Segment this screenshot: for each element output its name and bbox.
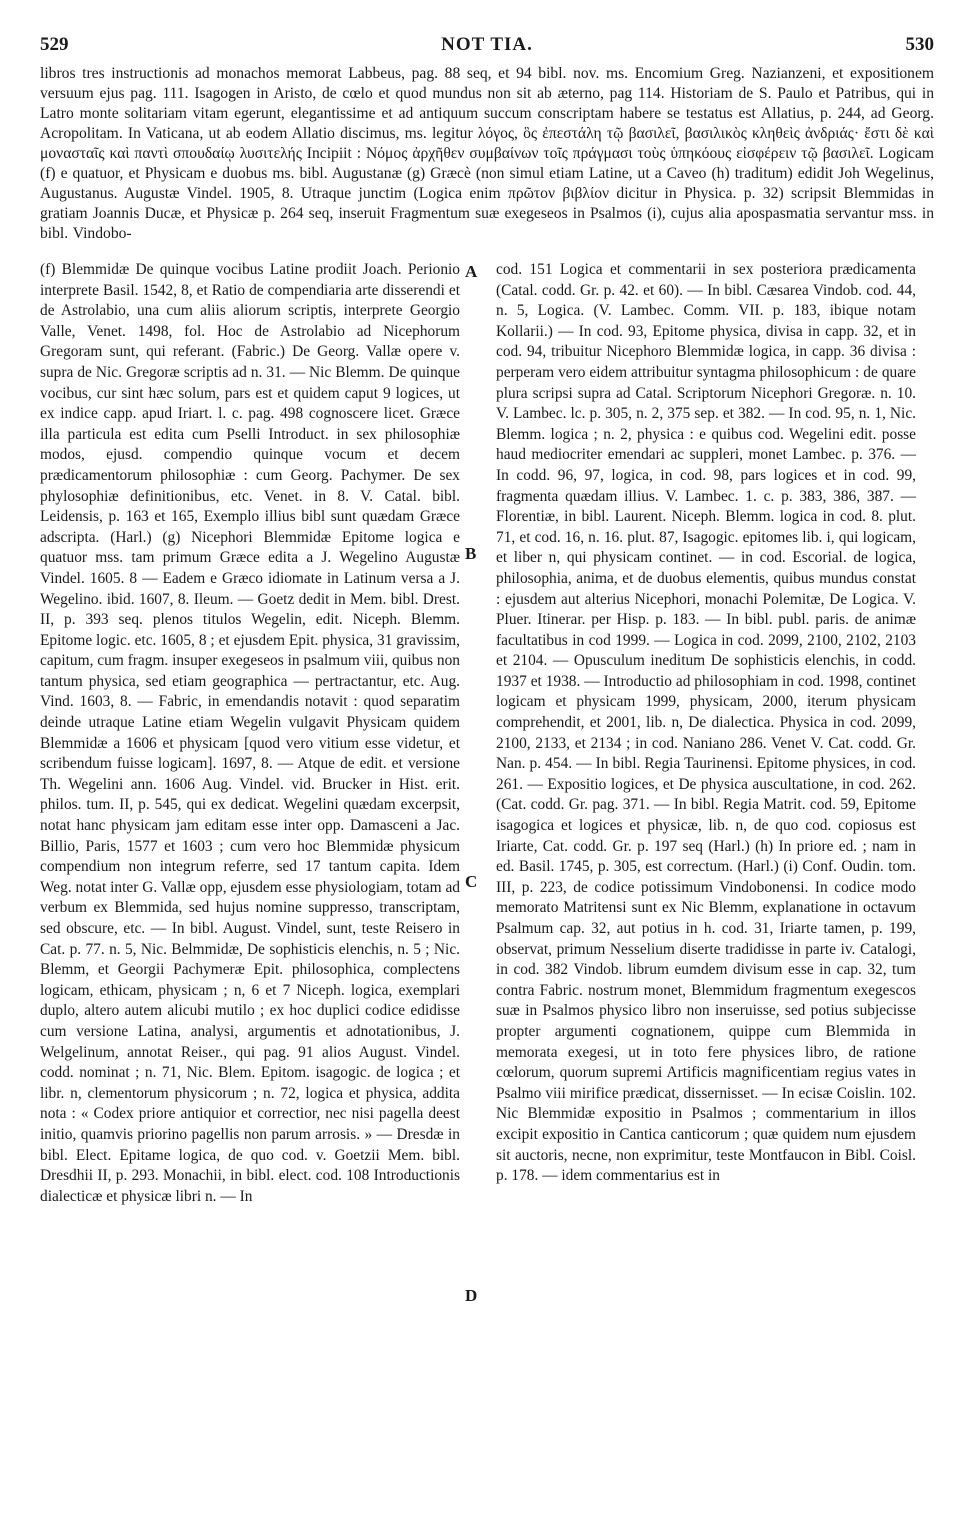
right-column-text: cod. 151 Logica et commentarii in sex posteriora prædicamenta (Catal. codd. Gr. p. 42. et 60). — In bibl. Cæsarea Vindob. cod. 44, n. 5, Logica. (V. Lambec. Comm. VII. p. 183, ibique notam Kollarii.) — In cod. 93, Epitome physica, divisa in capp. 32, et in cod. 94, tribuitur Nicephoro Blemmidæ logica, in capp. 36 divisa : perperam vero eidem attribuitur syntagma philosophicum : de quare plura scripsi supra ad Catal. Scriptorum Nicephori Gregoræ. n. 10. V. Lambec. lc. p. 305, n. 2, 375 sep. et 382. — In cod. 95, n. 1, Nic. Blemm. logica ; n. 2, physica : e quibus cod. Wegelini edit. posse haud mediocriter emendari ac suppleri, monet Lambec. p. 376. — In codd. 96, 97, logica, in cod. 98, pars logices et in cod. 99, fragmenta quædam illius. V. Lambec. 1. c. p. 383, 386, 387. — Florentiæ, in bibl. Laurent. Niceph. Blemm. logica in cod. 8. plut. 71, et cod. 16, n. 16. plut. 87, Isagogic. epitomes lib. i, qui logicam, et liber n, qui physicam continet. — in cod. Escorial. de logica, philosophia, anima, et de duobus elementis, quibus mundus constat : ejusdem aut alterius Nicephori, monachi Polemitæ, De Logica. V. Pluer. Itinerar. per Hisp. p. 183. — In bibl. publ. paris. de animæ facultatibus in cod 1999. — Logica in cod. 2099, 2100, 2102, 2103 et 2104. — Opusculum ineditum De sophisticis elenchis, in codd. 1937 et 1938. — Introductio ad philosophiam in cod. 1998, continet logicam et physicam 1999, physicam, 2000, iterum physicam comprehendit, et 2001, lib. n, De dialectica. Physica in cod. 2099, 2100, 2133, et 2134 ; in cod. Naniano 286. Venet V. Cat. codd. Gr. Nan. p. 454. — In bibl. Regia Taurinensi. Epitome physices, in cod. 261. — Expositio logices, et De physica auscultatione, in cod. 262. (Cat. codd. Gr. pag. 371. — In bibl. Regia Matrit. cod. 59, Epitome isagogica et logices et physicæ, lib. n, de quo cod. copiosus est Iriarte, Cat. codd. Gr. p. 197 seq (Harl.) (h) In priore ed. ; nam in ed. Basil. 1745, p. 305, est correctum. (Harl.) (i) Conf. Oudin. tom. III, p. 223, de codice potissimum Vindobonensi. In codice modo memorato Matritensi sunt ex Nic Blemm, explanatione in octavum Psalmum cap. 32, aut potius in h. cod. 31, Iriarte tamen, p. 199, observat, primum Nesselium diserte tradidisse in parte iv. Catalogi, in cod. 382 Vindob. librum eumdem divisum esse in cap. 32, tum contra Fabric. nostrum monet, Blemmidum fragmentum exegescos suæ in Psalmos physico libro non inseruisse, sed potius subjecisse propter argumenti cognationem, quippe cum Blemmida in memorata exegesi, ut in toto fere physices libro, de ratione cœlorum, quorum supremi Artificis magnificentiam regius vates in Psalmo viii mirifice prædicat, dissernisset. — In ecisæ Coislin. 102. Nic Blemmidæ expositio in Psalmos ; commentarium in illos excipit expositio in Cantica canticorum ; quæ quidem num ejusdem sit auctoris, necne, non exprimitur, teste Montfaucon in Bibl. Coisl. p. 178. — idem commentarius est in [496, 261, 916, 1185]
running-header [40, 34, 934, 64]
right-column [496, 260, 916, 1207]
margin-letter-d: D [465, 1286, 478, 1305]
margin-letter-a: A [465, 262, 478, 281]
margin-letters [460, 260, 494, 1305]
page-number-right: 530 [905, 34, 934, 55]
margin-letter-c: C [465, 872, 478, 891]
running-title: NOT TIA. [441, 34, 533, 55]
left-column [40, 260, 460, 1207]
intro-block [40, 64, 934, 244]
intro-paragraph: libros tres instructionis ad monachos memorat Labbeus, pag. 88 seq, et 94 bibl. nov. ms. Encomium Greg. Nazianzeni, et expositionem versuum ejus pag. 111. Isagogen in Aristo, de cœlo et quod mundus non sit ab æterno, pag 114. Historiam de S. Paulo et Patribus, qui in Latro monte solitariam vitam egerunt, elegantissime et ad antiquum succum conscriptam habere se testatus est Allatius, p. 244, ad Georg. Acropolitam. In Vaticana, ut ab eodem Allatio discimus, ms. legitur λόγος, ὃς ἐπεστάλη τῷ βασιλεῖ, βασιλικὸς κληθεὶς ἀνδριάς· ἔστι δὲ καὶ μονασταῖς καὶ παντὶ σπουδαίῳ λυσιτελής Incipiit : Νόμος ἀρχῆθεν συμβαίνων τοῖς πράγμασι τοὺς ὑπηκόους εἰσφέρειν τῷ βασιλεῖ. Logicam (f) e quatuor, et Physicam e duobus ms. bibl. Augustanæ (g) Græcè (non simul etiam Latine, ut a Caveo (h) traditum) edidit Joh Wegelinus, Augustanus. Augustæ Vindel. 1905, 8. Utraque junctim (Logica enim πρῶτον βιβλίον dicitur in Physica. p. 32) scripsit Blemmidas in gratiam Joannis Ducæ, et Physicæ p. 264 seq, inseruit Fragmentum suæ exegeseos in Psalmos (i), cujus alia apospasmatia servantur mss. in bibl. Vindobo- [40, 65, 934, 242]
page-number-left: 529 [40, 34, 69, 55]
margin-letter-b: B [465, 544, 477, 563]
left-column-text: (f) Blemmidæ De quinque vocibus Latine prodiit Joach. Perionio interprete Basil. 1542, 8, et Ratio de compendiaria arte disserendi et de Astrolabio, una cum aliis aliorum scriptis, interprete Georgio Valle, Venet. 1498, fol. Hoc de Astrolabio ad Nicephorum Gregoram sunt, qui referant. (Fabric.) De Georg. Vallæ opere v. supra de Nic. Gregoræ scriptis ad n. 31. — Nic Blemm. De quinque vocibus, cur sint hæc solum, pars est et quidem caput 9 logices, ut ex indice capp. apud Iriart. l. c. pag. 498 cognoscere licet. Græce illa particula est edita cum Pselli Introduct. in sex philosophiæ modos, ejusd. compendio quinque vocum et decem prædicamentorum philosophiæ : cum Georg. Pachymer. De sex phylosophiæ definitionibus, etc. Venet. in 8. V. Catal. bibl. Leidensis, p. 163 et 165, Exemplo illius bibl sunt quædam Græce adscripta. (Harl.) (g) Nicephori Blemmidæ Epitome logica e quatuor mss. tam primum Græce edita a J. Wegelino Augustæ Vindel. 1605. 8 — Eadem e Græco idiomate in Latinum versa a J. Wegelino. ibid. 1607, 8. Ileum. — Goetz dedit in Mem. bibl. Drest. II, p. 393 seq. plenos titulos Wegelin, edit. Niceph. Blemm. Epitome logic. etc. 1605, 8 ; et ejusdem Epit. physica, 31 gravissim, capitum, cum fragm. insuper exegeseos in psalmum viii, quibus non tantum physica, sed etiam geographica — pertractantur, etc. Aug. Vind. 1603, 8. — Fabric, in emendandis notavit : quod separatim deinde utraque Latine etiam Wegelin vulgavit Physicam quidem Blemmidæ a 1606 et physicam [quod vero vitium esse videtur, et scribendum fuisse logicam]. 1697, 8. — Atque de edit. et versione Th. Wegelini ann. 1606 Aug. Vindel. vid. Brucker in Hist. erit. philos. tum. II, p. 545, qui ex dedicat. Wegelini quædam excerpsit, notat hanc physicam jam editam esse inter opp. Damasceni a Jac. Billio, Paris, 1577 et 1603 ; cum vero hoc Blemmidæ physicum compendium non integrum referre, sed 17 tantum capita. Idem Weg. notat inter G. Vallæ opp, ejusdem esse physiologiam, totam ad verbum ex Blemmida, sed hujus nomine suppresso, transcriptam, sed obscure, etc. — In bibl. August. Vindel, sunt, teste Reisero in Cat. p. 77. n. 5, Nic. Belmmidæ, De sophisticis elenchis, n. 5 ; Nic. Blemm, et Georgii Pachymeræ Epit. philosophica, complectens logicam, ethicam, physicam ; n, 6 et 7 Niceph. logica, exemplari duplo, altero autem alicubi mutilo ; ex hoc duplici codice edidisse cum versione Latina, analysi, argumentis et adnotationibus, J. Welgelinum, annotat Reiser., qui pag. 91 alios August. Vindel. codd. nominat ; n. 71, Nic. Blem. Epitom. isagogic. de logica ; et libr. n, clementorum physicorum ; n. 72, logica et physica, addita nota : « Codex priore antiquior et correctior, nec nisi pagella deest initio, quamvis priorino pagellis non parum arrosis. » — Dresdæ in bibl. Elect. Epitame logica, de quo cod. v. Goetzii Mem. bibl. Dresdhii II, p. 293. Monachii, in bibl. elect. cod. 108 Introductionis dialecticæ et physicæ libri n. — In [40, 261, 460, 1205]
two-column-notes [40, 260, 934, 1305]
